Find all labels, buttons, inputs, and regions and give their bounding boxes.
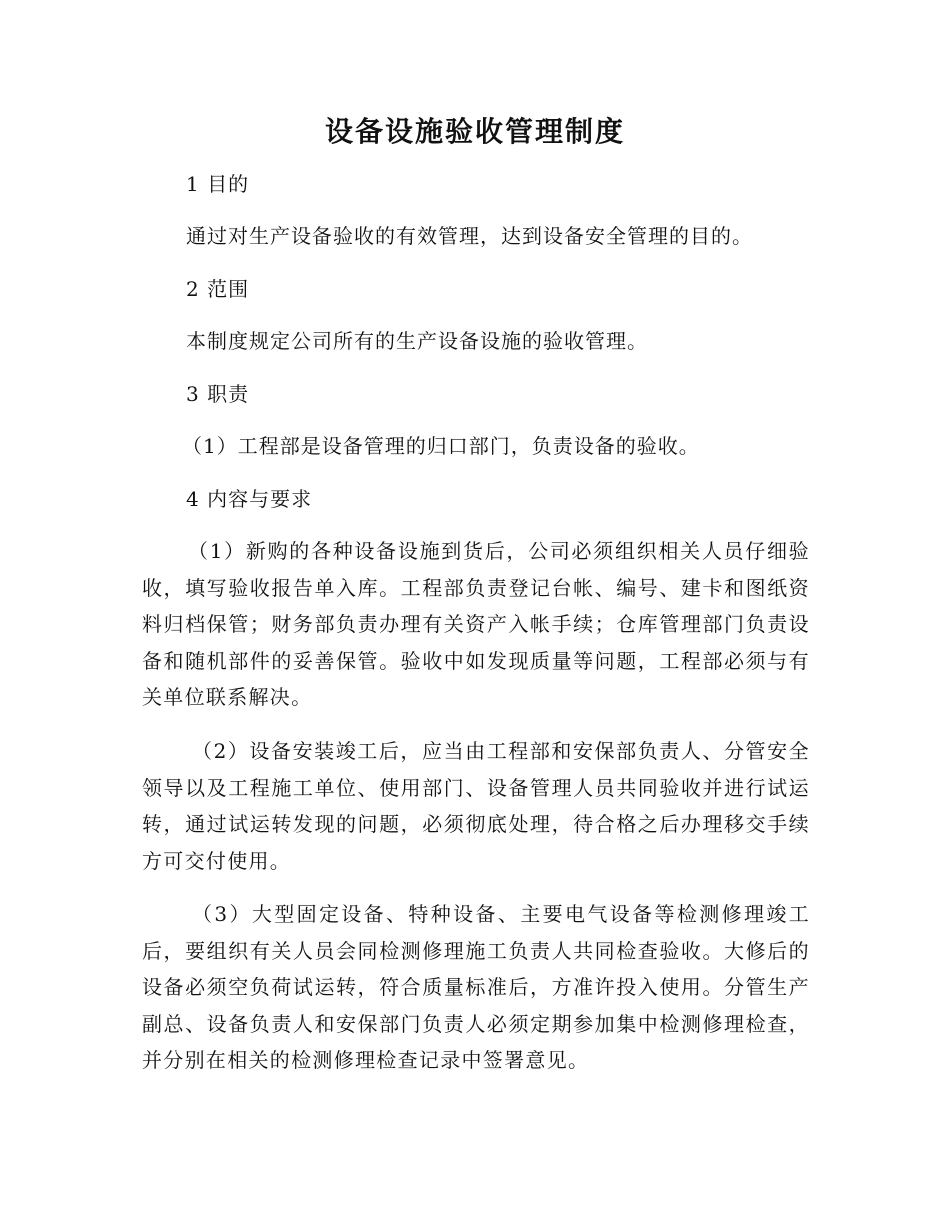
section-body-purpose: 通过对生产设备验收的有效管理，达到设备安全管理的目的。 [186, 224, 753, 248]
section-heading-scope: 2 范围 [186, 277, 250, 301]
requirement-paragraph-1: （1）新购的各种设备设施到货后，公司必须组织相关人员仔细验收，填写验收报告单入库。工程部负责登记台帐、编号、建卡和图纸资料归档保管；财务部负责办理有关资产入帐手续；仓库管理部门负责设备和随机部件的妥善保管。验收中如发现质量等问题，工程部必须与有关单位联系解决。 [142, 539, 810, 709]
document-title: 设备设施验收管理制度 [324, 115, 625, 148]
requirement-paragraph-2: （2）设备安装竣工后，应当由工程部和安保部负责人、分管安全领导以及工程施工单位、使用部门、设备管理人员共同验收并进行试运转，通过试运转发现的问题，必须彻底处理，待合格之后办理移交手续方可交付使用。 [142, 739, 810, 873]
section-heading-purpose: 1 目的 [186, 172, 250, 196]
section-body-scope: 本制度规定公司所有的生产设备设施的验收管理。 [186, 329, 648, 353]
requirement-paragraph-3: （3）大型固定设备、特种设备、主要电气设备等检测修理竣工后，要组织有关人员会同检测修理施工负责人共同检查验收。大修后的设备必须空负荷试运转，符合质量标准后，方准许投入使用。分管生产副总、设备负责人和安保部门负责人必须定期参加集中检测修理检查，并分别在相关的检测修理检查记录中签署意见。 [142, 902, 810, 1072]
section-heading-requirements: 4 内容与要求 [186, 487, 313, 511]
section-heading-responsibilities: 3 职责 [186, 382, 250, 406]
section-body-responsibilities: （1）工程部是设备管理的归口部门，负责设备的验收。 [182, 434, 700, 458]
